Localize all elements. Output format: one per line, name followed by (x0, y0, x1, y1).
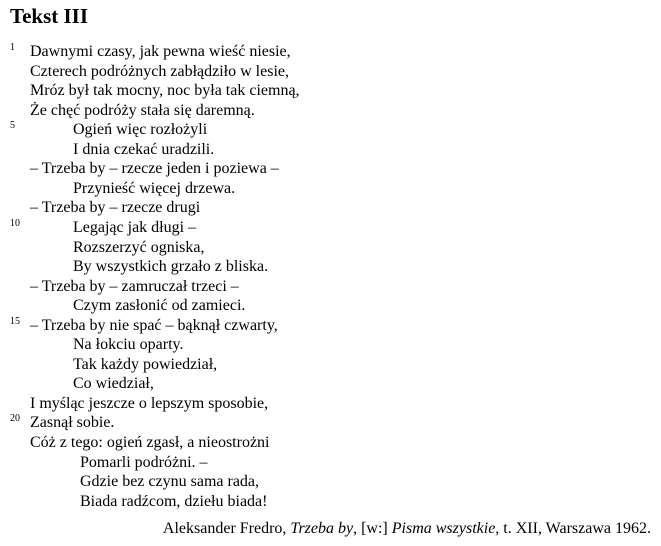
citation-collection: Pisma wszystkie (391, 520, 496, 537)
document-title: Tekst III (10, 4, 89, 28)
poem-line-text: Czym zasłonić od zamieci. (73, 297, 246, 315)
poem-line (0, 257, 661, 277)
poem-line (0, 62, 661, 82)
poem-line (0, 101, 661, 121)
poem-line (0, 159, 661, 179)
poem-line-text: Przynieść więcej drzewa. (73, 179, 236, 197)
line-number: 20 (10, 413, 20, 425)
poem-line-text: Tak każdy powiedział, (73, 355, 218, 373)
poem-line (0, 277, 661, 297)
poem-line-text: I dnia czekać uradzili. (73, 140, 215, 158)
poem-line (0, 296, 661, 316)
poem-line (0, 140, 661, 160)
poem-line (0, 42, 661, 62)
poem-line (0, 433, 661, 453)
poem-line-text: – Trzeba by – rzecze jeden i poziewa – (30, 160, 279, 178)
citation-mid: , [w:] (353, 520, 392, 537)
poem-line (0, 198, 661, 218)
poem-line-text: Rozszerzyć ogniska, (73, 238, 205, 256)
poem-line-text: Co wiedział, (73, 375, 154, 393)
poem-line-text: Dawnymi czasy, jak pewna wieść niesie, (30, 43, 291, 60)
poem-line-text: Mróz był tak mocny, noc była tak ciemną, (30, 82, 300, 100)
poem-line (0, 218, 661, 238)
poem-line (0, 120, 661, 140)
citation-rest: , t. XII, Warszawa 1962. (495, 520, 651, 537)
line-number: 15 (10, 315, 20, 327)
poem-line (0, 472, 661, 492)
poem-line-text: Że chęć podróży stała się daremną. (30, 101, 255, 119)
citation-work-title: Trzeba by (290, 520, 354, 537)
poem-line (0, 238, 661, 258)
poem-line-text: Ogień więc rozłożyli (73, 121, 208, 139)
citation (163, 519, 651, 539)
poem-line (0, 394, 661, 414)
line-number: 10 (10, 217, 20, 229)
poem-line-text: I myśląc jeszcze o lepszym sposobie, (30, 394, 269, 412)
poem-line (0, 492, 661, 512)
poem-line-text: Na łokciu oparty. (73, 336, 184, 354)
poem-line-text: Gdzie bez czynu sama rada, (80, 473, 260, 491)
poem-line (0, 453, 661, 473)
line-number: 5 (10, 120, 15, 132)
poem-line-text: Zasnął sobie. (30, 414, 115, 432)
poem-line-text: – Trzeba by – rzecze drugi (30, 199, 201, 217)
poem-line-text: – Trzeba by nie spać – bąknął czwarty, (30, 316, 278, 334)
poem-line (0, 81, 661, 101)
citation-author: Aleksander Fredro, (162, 520, 291, 537)
poem-line-text: Czterech podróżnych zabłądziło w lesie, (30, 62, 289, 80)
poem-line-text: Cóż z tego: ogień zgasł, a nieostrożni (30, 434, 270, 451)
poem-line (0, 179, 661, 199)
poem-line-text: Biada radźcom, dziełu biada! (80, 492, 268, 510)
poem-line (0, 413, 661, 433)
line-number: 1 (10, 42, 15, 53)
poem-line-text: Legając jak długi – (73, 218, 197, 236)
poem-line (0, 335, 661, 355)
poem-line (0, 374, 661, 394)
poem-line-text: – Trzeba by – zamruczał trzeci – (30, 277, 239, 295)
poem-line-text: Pomarli podróżni. – (80, 453, 208, 471)
poem-line-text: By wszystkich grzało z bliska. (73, 258, 269, 276)
poem-line (0, 355, 661, 375)
poem-line (0, 316, 661, 336)
